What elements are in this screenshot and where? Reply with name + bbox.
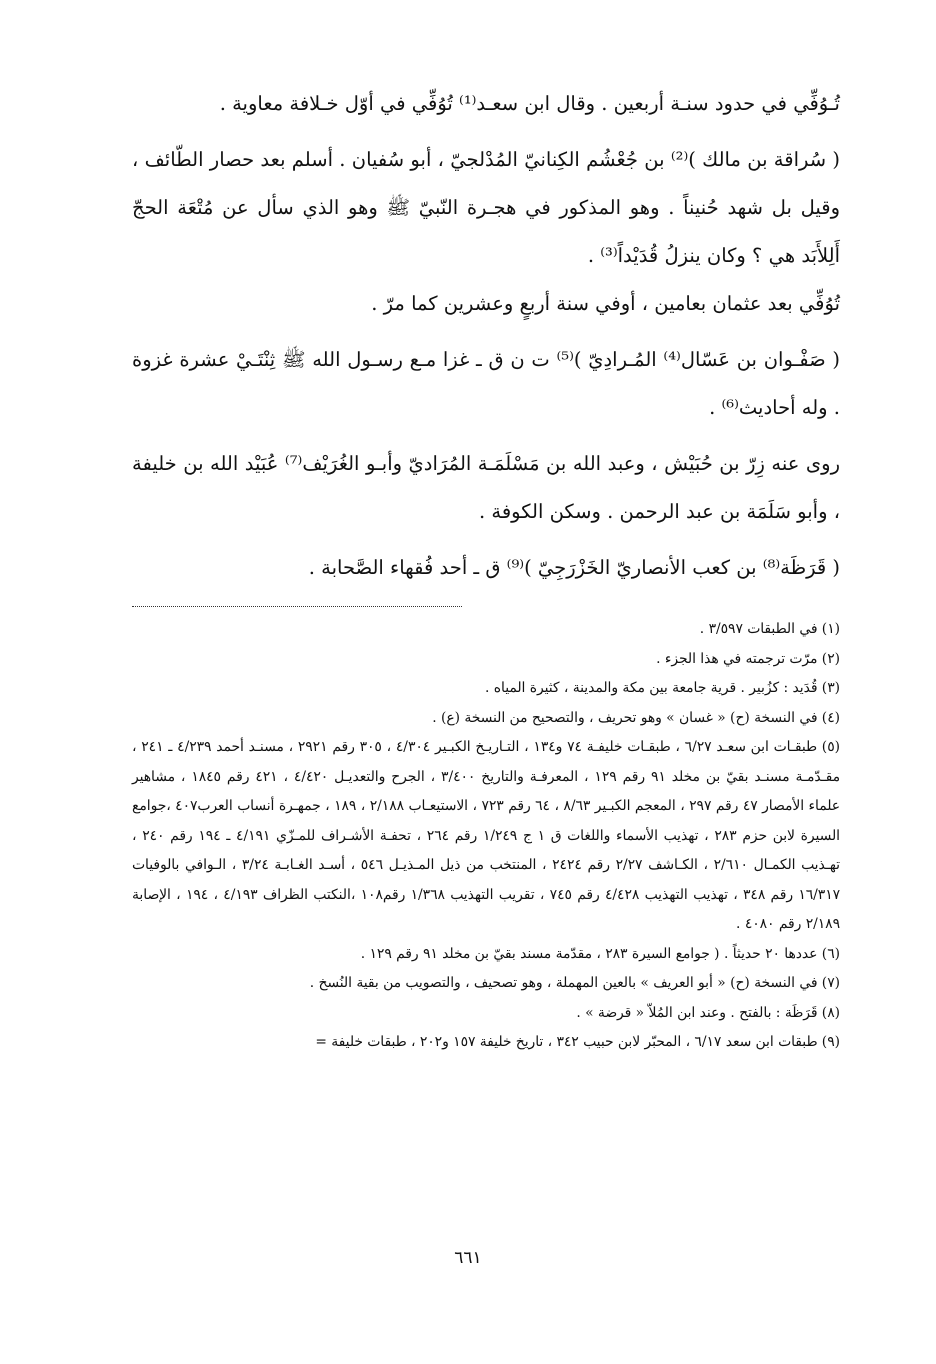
footnote: (١) في الطبقات ٣/٥٩٧ . <box>699 621 840 637</box>
main-text <box>132 80 840 592</box>
footnote: (٦) عددها ٢٠ حديثاً . ( جوامع السيرة ٢٨٣ ، مقدّمة مسند بقيّ بن مخلد ٩١ رقم ١٢٩ . <box>360 945 840 962</box>
paragraph-suraqa-death: تُوُفِّي بعد عثمان بعامين ، أوفي سنة أربعٍ وعشرين كما مرّ . <box>371 292 840 315</box>
paragraph-death-note: تُـوُفِّي في حدود سنـة أربعين . وقال ابن سعـد⁽¹⁾ تُوُفِّي في أوّل خـلافة معاوية . <box>219 92 840 115</box>
footnotes <box>132 615 840 1058</box>
footnote: (٢) مرّت ترجمته في هذا الجزء . <box>656 650 840 667</box>
footnote-divider <box>132 606 462 607</box>
entry-safwan: ( صَفْـوان بن عَسّال⁽⁴⁾ المُـرادِيّ )⁽⁵⁾ ت ن ق ـ غزا مـع رسـول الله ﷺ ثِنْتَـيْ عشرة غزوة . وله أحاديث⁽⁶⁾ . <box>132 348 840 419</box>
footnote: (٥) طبقـات ابن سعـد ٦/٢٧ ، طبقـات خليفـة ٧٤ و١٣٤ ، التـاريـخ الكبـير ٤/٣٠٤ ، ٣٠٥ رقم ٢٩٢١ ، مسنـد أحمد ٤/٢٣٩ ـ ٢٤١ ، مقـدّمـة مسنـد بقيّ بن مخلد ٩١ رقم ١٢٩ ، المعرفـة والتاريخ ٣/٤٠٠ ، الجرح والتعديـل ٤/٤٢٠ ، ٤٢١ رقم ١٨٤٥ ، مشاهير علماء الأمصار ٤٧ رقم ٢٩٧ ، المعجم الكبـير ٨/٦٣ ، ٦٤ رقم ٧٢٣ ، الاستيعـاب ٢/١٨٨ ، ١٨٩ ، جمهـرة أنساب العرب٤٠٧ ،جوامع السيرة لابن حزم ٢٨٣ ، تهذيب الأسماء واللغات ق ١ ج ١/٢٤٩ رقم ٢٦٤ ، تحفـة الأشـراف للمـزّي ٤/١٩١ ـ ١٩٤ رقم ٢٤٠ ، تهـذيب الكمـال ٢/٦١٠ ، الكـاشف ٢/٢٧ رقم ٢٤٢٤ ، المنتخب من ذيل المـذيـل ٥٤٦ ، أسـد الغـابـة ٣/٢٤ ، الـوافي بالوفيات ١٦/٣١٧ رقم ٣٤٨ ، تهذيب التهذيب ٤/٤٢٨ رقم ٧٤٥ ، تقريب التهذيب ١/٣٦٨ رقم١٠٨ ،النكتب الظراف ٤/١٩٣ ، ١٩٤ ، الإصابة ٢/١٨٩ رقم ٤٠٨٠ . <box>132 739 841 932</box>
page-content <box>132 80 840 1058</box>
paragraph-safwan-narrators: روى عنه زِرّ بن حُبَيْش ، وعبد الله بن مَسْلَمَـة المُرَاديّ وأبـو الغُرَيْف⁽⁷⁾ عُبَيْد الله بن خليفة ، وأبو سَلَمَة بن عبد الرحمن . وسكن الكوفة . <box>132 452 840 523</box>
footnote: (٤) في النسخة (ح) « غسان » وهو تحريف ، والتصحيح من النسخة (ع) . <box>432 709 840 726</box>
footnote: (٩) طبقات ابن سعد ٦/١٧ ، المحبّر لابن حبيب ٣٤٢ ، تاريخ خليفة ١٥٧ و٢٠٢ ، طبقات خليفة = <box>315 1034 840 1050</box>
page-number: ٦٦١ <box>454 1248 482 1268</box>
entry-qaraza: ( قَرَظَة⁽⁸⁾ بن كعب الأنصاريّ الخَزْرَجِيّ )⁽⁹⁾ ق ـ أحد فُقهاء الصَّحابة . <box>308 556 840 579</box>
footnote: (٣) قُدَيد : كزُبير . قرية جامعة بين مكة والمدينة ، كثيرة المياه . <box>485 680 840 696</box>
footnote: (٧) في النسخة (ح) « أبو العريف » بالعين المهملة ، وهو تصحيف ، والتصويب من بقية النُسخ . <box>309 975 840 991</box>
footnote: (٨) قَرَظَة : بالفتح . وعند ابن المُلاّ « قرضة » . <box>576 1004 840 1021</box>
entry-suraqa: ( سُراقة بن مالك )⁽²⁾ بن جُعْشُم الكِنانيّ المُدْلجيّ ، أبو سُفيان . أسلم بعد حصار الطّائف ، وقيل بل شهد حُنيناً . وهو المذكور في هجـرة النّبيّ ﷺ وهو الذي سأل عن مُتْعَة الحجّ أَلِلأَبَد هي ؟ وكان ينزلُ قُدَيْداً⁽³⁾ . <box>132 148 841 267</box>
